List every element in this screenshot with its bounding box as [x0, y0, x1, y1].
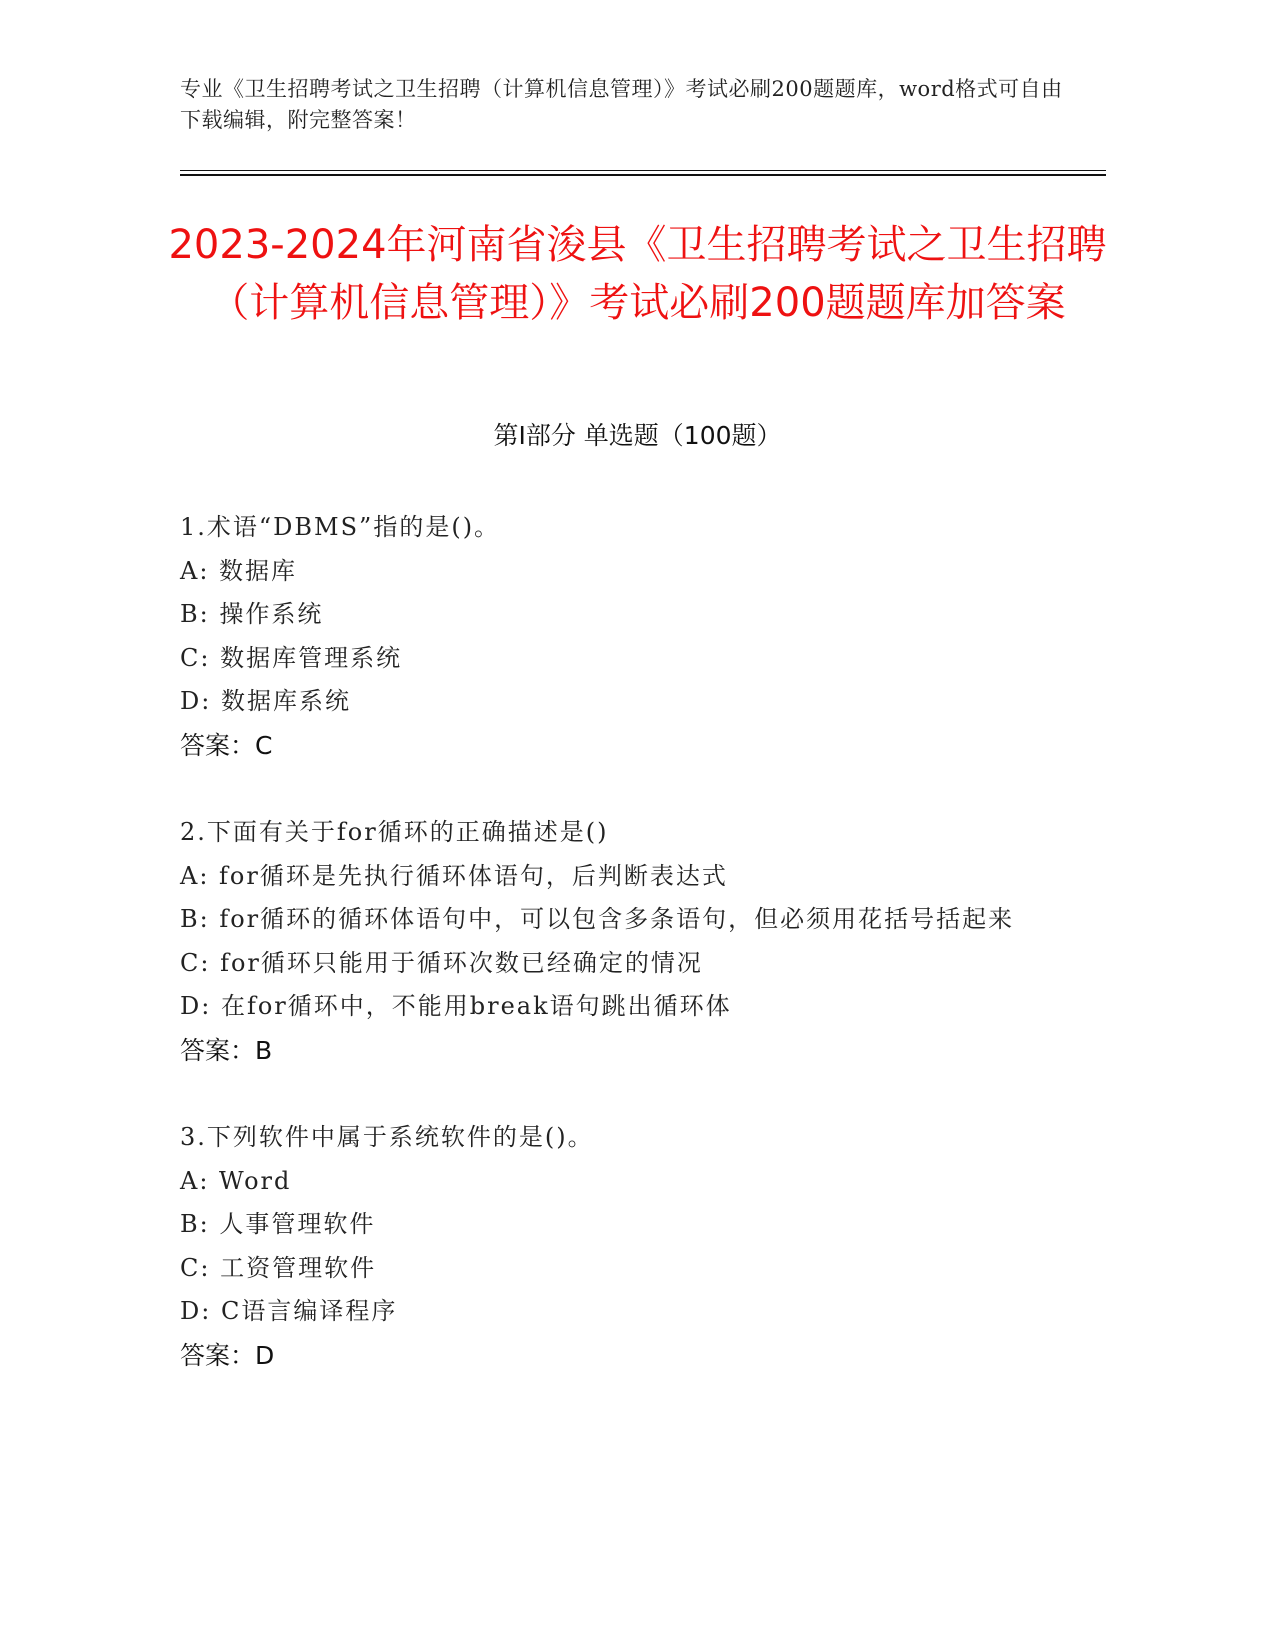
- option-a: A: Word: [180, 1166, 292, 1195]
- option-b: B: 操作系统: [180, 600, 324, 628]
- option-c: C: 数据库管理系统: [180, 643, 403, 672]
- option-a: A: 数据库: [180, 556, 298, 585]
- question-stem: 3.下列软件中属于系统软件的是()。: [180, 1123, 594, 1151]
- option-c: C: 工资管理软件: [180, 1253, 377, 1282]
- option-a: A: for循环是先执行循环体语句，后判断表达式: [180, 861, 728, 890]
- question-stem: 1.术语“DBMS”指的是()。: [180, 513, 501, 541]
- option-d: D: 在for循环中，不能用break语句跳出循环体: [180, 992, 732, 1020]
- option-d: D: 数据库系统: [180, 687, 351, 715]
- document-title: 2023-2024年河南省浚县《卫生招聘考试之卫生招聘（计算机信息管理）》考试必刷200题题库加答案: [168, 222, 1107, 326]
- answer-line: 答案：D: [180, 1340, 275, 1370]
- option-c: C: for循环只能用于循环次数已经确定的情况: [180, 948, 703, 977]
- section-title: 第Ⅰ部分 单选题（100题）: [493, 421, 782, 450]
- question-list: [180, 506, 1040, 1421]
- option-b: B: 人事管理软件: [180, 1210, 376, 1238]
- answer-line: 答案：B: [180, 1035, 273, 1065]
- header-divider-thin: [180, 170, 1106, 171]
- answer-line: 答案：C: [180, 730, 273, 760]
- question-item: [180, 506, 1040, 767]
- option-d: D: C语言编译程序: [180, 1297, 398, 1325]
- option-b: B: for循环的循环体语句中，可以包含多条语句，但必须用花括号括起来: [180, 905, 1015, 933]
- header-divider-thick: [180, 174, 1106, 176]
- header-note: 专业《卫生招聘考试之卫生招聘（计算机信息管理）》考试必刷200题题库，word格式可自由下载编辑，附完整答案！: [180, 77, 1063, 132]
- question-item: [180, 811, 1040, 1072]
- question-stem: 2.下面有关于for循环的正确描述是(): [180, 818, 609, 846]
- question-item: [180, 1116, 1040, 1377]
